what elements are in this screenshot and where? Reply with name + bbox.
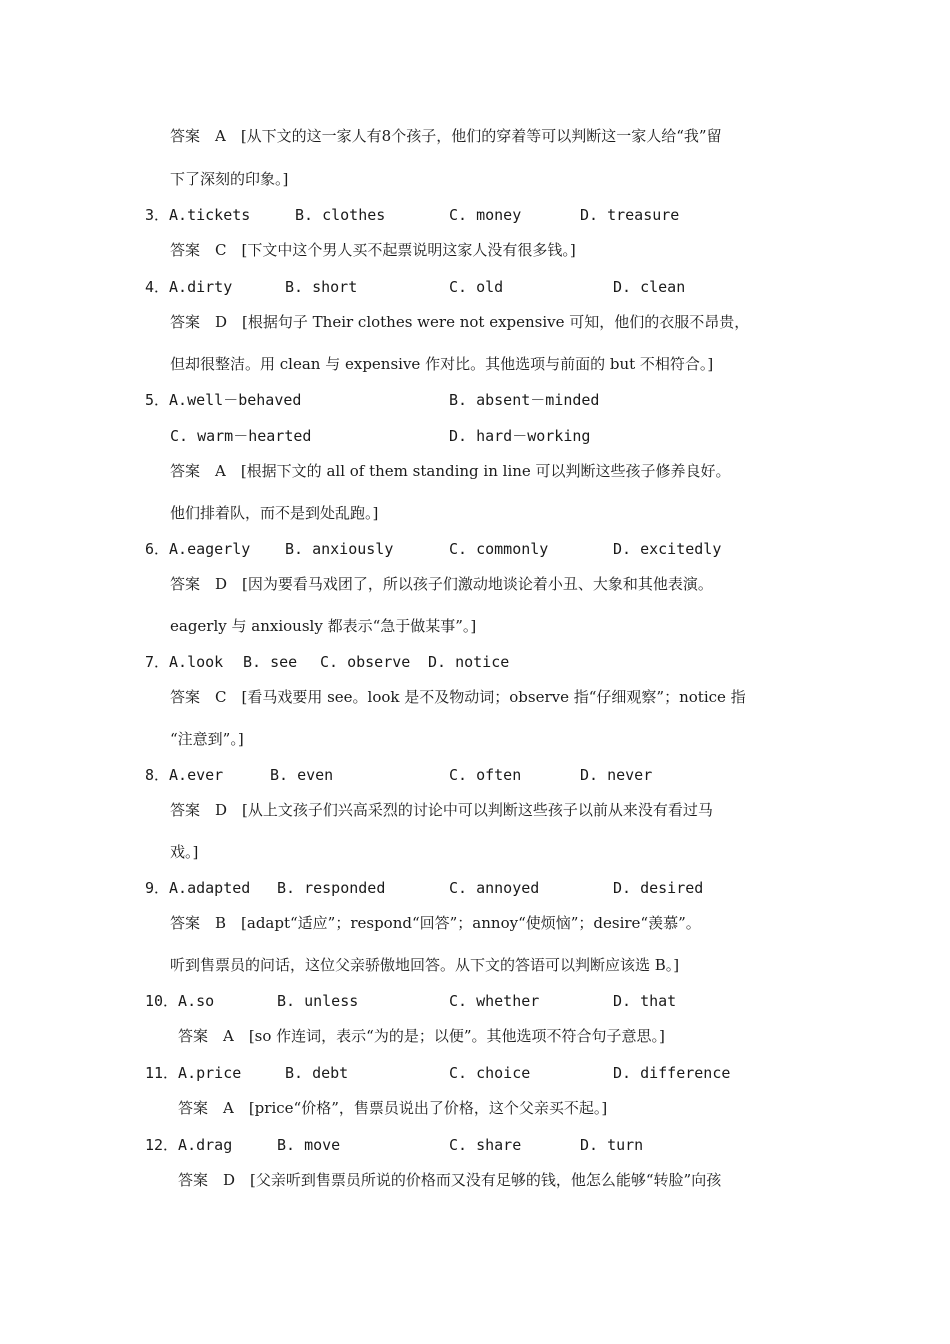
answer-3-line-1: 答案 C [下文中这个男人买不起票说明这家人没有很多钱。] xyxy=(170,241,576,259)
question-11-option-d: D. difference xyxy=(613,1064,731,1082)
answer-5-line-2: 他们排着队，而不是到处乱跑。] xyxy=(170,504,379,522)
question-9-option-b: B. responded xyxy=(277,879,386,897)
answer-8-line-2: 戏。] xyxy=(170,843,199,861)
question-7-option-a: 7．A.look xyxy=(145,653,224,671)
question-12-option-c: C. share xyxy=(449,1136,522,1154)
question-7-option-b: B. see xyxy=(243,653,298,671)
question-7-option-c: C. observe xyxy=(320,653,411,671)
answer-9-line-1: 答案 B [adapt“适应”；respond“回答”；annoy“使烦恼”；desire“羡慕”。 xyxy=(170,914,701,932)
question-8-option-d: D. never xyxy=(580,766,653,784)
question-9-option-c: C. annoyed xyxy=(449,879,540,897)
question-3-option-d: D. treasure xyxy=(580,206,680,224)
answer-7-line-1: 答案 C [看马戏要用 see。look 是不及物动词；observe 指“仔细观察”；notice 指 xyxy=(170,688,746,706)
question-5-option-d: D. hard－working xyxy=(449,427,591,445)
question-4-option-c: C. old xyxy=(449,278,504,296)
answer-6-line-1: 答案 D [因为要看马戏团了，所以孩子们激动地谈论着小丑、大象和其他表演。 xyxy=(170,575,713,593)
answer-8-line-1: 答案 D [从上文孩子们兴高采烈的讨论中可以判断这些孩子以前从来没有看过马 xyxy=(170,801,713,819)
question-8-option-b: B. even xyxy=(270,766,334,784)
question-9-option-d: D. desired xyxy=(613,879,704,897)
question-8-option-a: 8．A.ever xyxy=(145,766,224,784)
question-12-option-b: B. move xyxy=(277,1136,341,1154)
question-6-option-a: 6．A.eagerly xyxy=(145,540,251,558)
question-8-option-c: C. often xyxy=(449,766,522,784)
question-10-option-d: D. that xyxy=(613,992,677,1010)
question-5-option-c: C. warm－hearted xyxy=(170,427,312,445)
question-12-option-a: 12．A.drag xyxy=(145,1136,233,1154)
question-3-option-c: C. money xyxy=(449,206,522,224)
question-5-option-b: B. absent－minded xyxy=(449,391,600,409)
question-3-option-b: B. clothes xyxy=(295,206,386,224)
question-10-option-a: 10．A.so xyxy=(145,992,215,1010)
question-11-option-b: B. debt xyxy=(285,1064,349,1082)
answer-6-line-2: eagerly 与 anxiously 都表示“急于做某事”。] xyxy=(170,617,477,635)
question-4-option-a: 4．A.dirty xyxy=(145,278,233,296)
question-10-option-b: B. unless xyxy=(277,992,359,1010)
question-12-option-d: D. turn xyxy=(580,1136,644,1154)
answer-12-line-1: 答案 D [父亲听到售票员所说的价格而又没有足够的钱，他怎么能够“转脸”向孩 xyxy=(178,1171,722,1189)
answer-5-line-1: 答案 A [根据下文的 all of them standing in line 可以判断这些孩子修养良好。 xyxy=(170,462,731,480)
answer-2-line-2: 下了深刻的印象。] xyxy=(170,170,289,188)
question-11-option-a: 11．A.price xyxy=(145,1064,242,1082)
answer-2-line-1: 答案 A [从下文的这一家人有8个孩子，他们的穿着等可以判断这一家人给“我”留 xyxy=(170,127,722,145)
answer-4-line-2: 但却很整洁。用 clean 与 expensive 作对比。其他选项与前面的 but 不相符合。] xyxy=(170,355,714,373)
answer-4-line-1: 答案 D [根据句子 Their clothes were not expensive 可知，他们的衣服不昂贵， xyxy=(170,313,750,331)
answer-7-line-2: “注意到”。] xyxy=(170,730,244,748)
answer-9-line-2: 听到售票员的问话，这位父亲骄傲地回答。从下文的答语可以判断应该选 B。] xyxy=(170,956,680,974)
question-3-option-a: 3．A.tickets xyxy=(145,206,251,224)
question-7-option-d: D. notice xyxy=(428,653,510,671)
question-4-option-b: B. short xyxy=(285,278,358,296)
question-6-option-d: D. excitedly xyxy=(613,540,722,558)
answer-10-line-1: 答案 A [so 作连词，表示“为的是；以便”。其他选项不符合句子意思。] xyxy=(178,1027,665,1045)
question-4-option-d: D. clean xyxy=(613,278,686,296)
question-6-option-c: C. commonly xyxy=(449,540,549,558)
question-9-option-a: 9．A.adapted xyxy=(145,879,251,897)
question-10-option-c: C. whether xyxy=(449,992,540,1010)
question-5-option-a: 5．A.well－behaved xyxy=(145,391,302,409)
question-11-option-c: C. choice xyxy=(449,1064,531,1082)
question-6-option-b: B. anxiously xyxy=(285,540,394,558)
answer-11-line-1: 答案 A [price“价格”，售票员说出了价格，这个父亲买不起。] xyxy=(178,1099,608,1117)
